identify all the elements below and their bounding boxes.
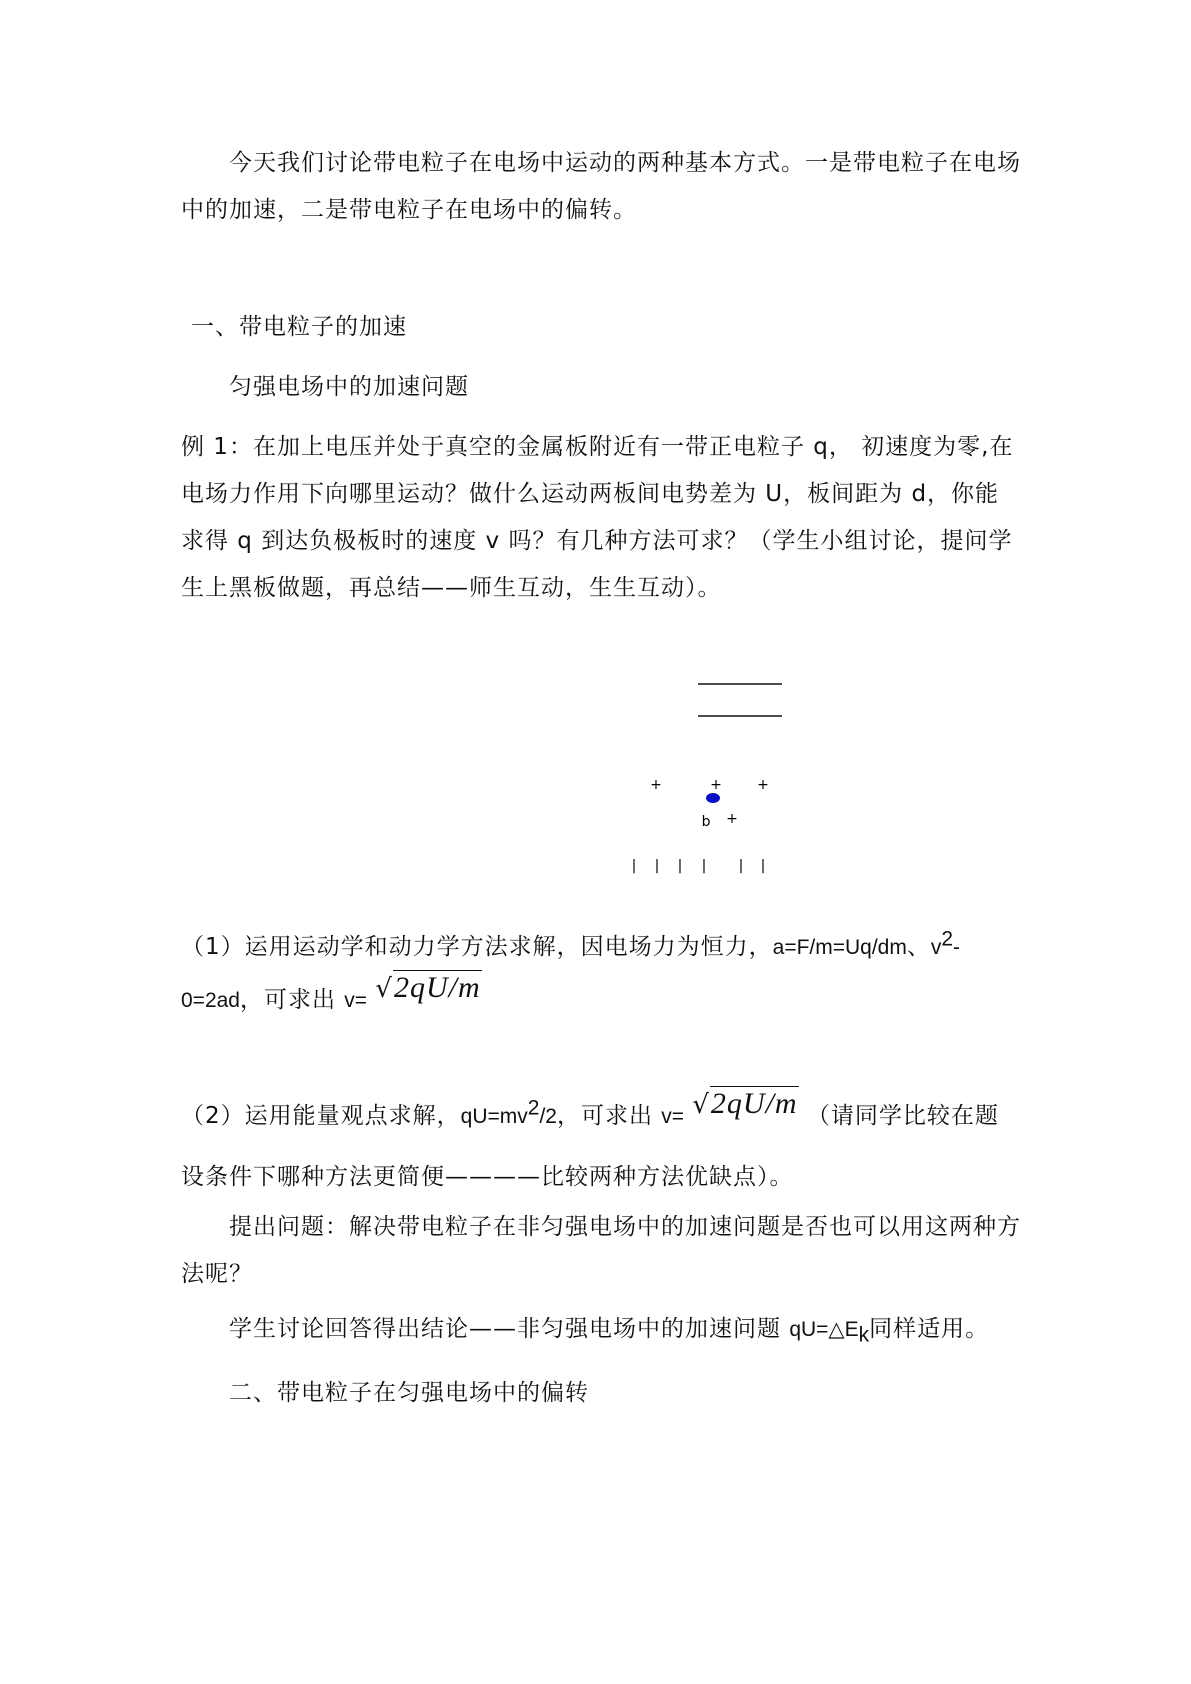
radical-sign: √: [692, 1090, 710, 1120]
conclusion-paragraph: [181, 1306, 1021, 1353]
example1-paragraph: 例 1：在加上电压并处于真空的金属板附近有一带正电粒子 q， 初速度为零,在电场力作用下向哪里运动？做什么运动两板间电势差为 U，板间距为 d，你能求得 q 到达负极板时的速度 v 吗？有几种方法可求？（学生小组讨论，提问学生上黑板做题，再总结——师生互动，生生互动）。: [181, 434, 1014, 601]
method2-eq-end: /2: [539, 1105, 557, 1128]
plus-sign: +: [726, 811, 738, 827]
method2-text: （2）运用能量观点求解，: [181, 1103, 461, 1129]
method1-sep: 、: [906, 934, 931, 960]
plus-sign: +: [650, 777, 662, 793]
method1-paragraph: [181, 922, 1021, 1026]
plus-sign: +: [710, 777, 722, 793]
conclusion-eq-sub: k: [858, 1323, 870, 1347]
conclusion-text: 学生讨论回答得出结论——非匀强电场中的加速问题: [229, 1316, 790, 1342]
section2-heading: 二、带电粒子在匀强电场中的偏转: [229, 1380, 589, 1406]
section1-heading: 一、带电粒子的加速: [191, 314, 407, 340]
method2-suffix: （请同学比较在题设条件下哪种方法更简便————比较两种方法优缺点）。: [181, 1103, 999, 1190]
method1-eq-v-sup: 2: [941, 927, 954, 951]
minus-sign: |: [631, 858, 637, 874]
conclusion-suffix: 同样适用。: [869, 1316, 990, 1342]
intro-paragraph: 今天我们讨论带电粒子在电场中运动的两种基本方式。一是带电粒子在电场中的加速，二是带电粒子在电场中的偏转。: [181, 150, 1021, 223]
method1-eq-v-start: v: [930, 936, 942, 959]
method2-paragraph: [181, 1084, 1021, 1207]
subsection-heading: 匀强电场中的加速问题: [229, 374, 469, 400]
minus-sign: |: [701, 858, 707, 874]
minus-sign: |: [654, 858, 660, 874]
method2-eq-start: qU=mv: [460, 1105, 528, 1128]
method2-sqrt-formula: [692, 1074, 798, 1135]
method1-text: （1）运用运动学和动力学方法求解，因电场力为恒力，: [181, 934, 773, 960]
method2-eq-sup: 2: [527, 1096, 540, 1120]
method2-v-label: v=: [661, 1105, 685, 1128]
method1-eq-v-end: -0=2ad: [181, 936, 961, 1012]
minus-sign: |: [677, 858, 683, 874]
plus-sign: +: [757, 777, 769, 793]
minus-sign: |: [760, 858, 766, 874]
particle-label: q: [701, 814, 711, 830]
method1-sqrt-formula: [375, 963, 481, 1014]
radicand: 2qU/m: [710, 1087, 798, 1120]
minus-sign: |: [738, 858, 744, 874]
method1-mid: ，可求出: [239, 987, 345, 1013]
charged-particle: [706, 793, 720, 803]
method2-mid: ，可求出: [556, 1103, 662, 1129]
radical-sign: √: [375, 974, 393, 1004]
method1-v-label: v=: [344, 989, 368, 1012]
question-paragraph: 提出问题：解决带电粒子在非匀强电场中的加速问题是否也可以用这两种方法呢？: [181, 1214, 1021, 1287]
radicand: 2qU/m: [393, 971, 481, 1004]
method1-eq-a: a=F/m=Uq/dm: [772, 936, 907, 959]
conclusion-eq: qU=△E: [789, 1318, 859, 1341]
